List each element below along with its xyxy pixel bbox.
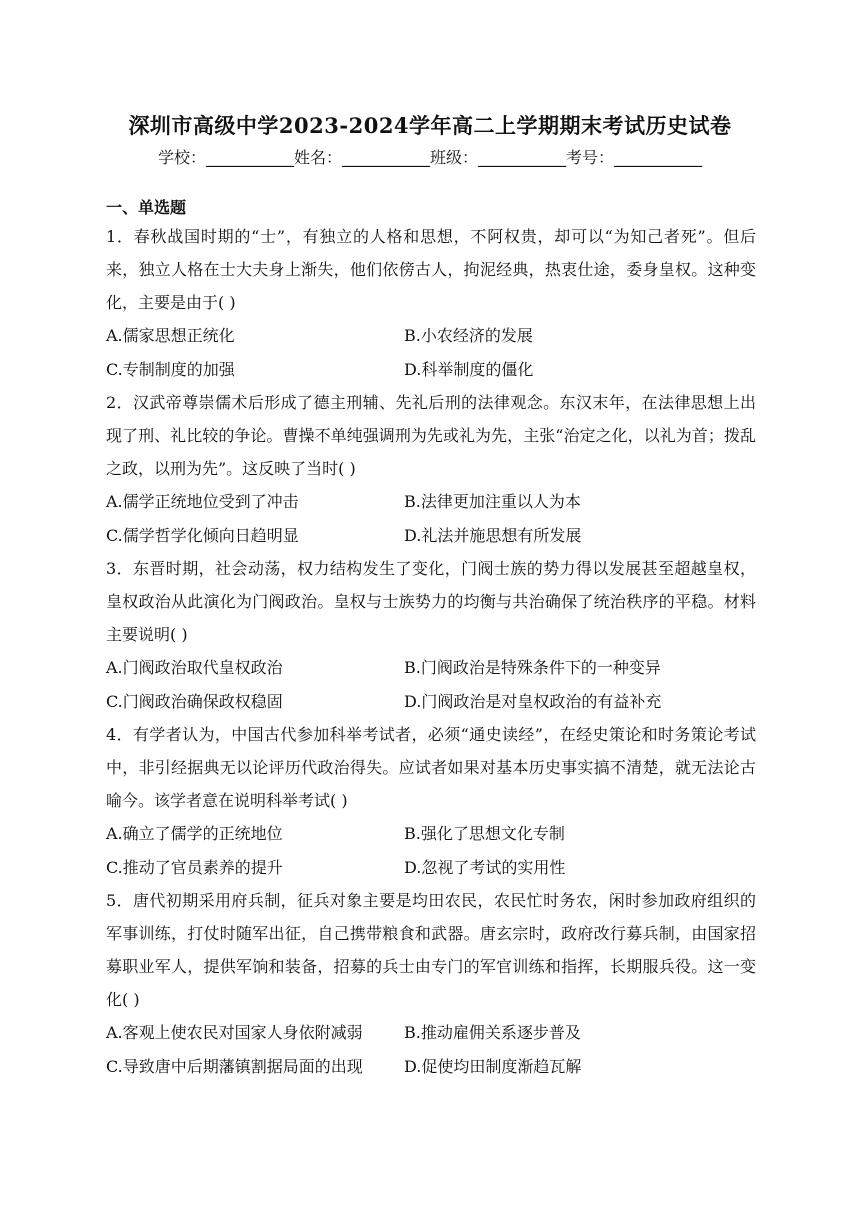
student-info-line: 学校：___________姓名：___________班级：___________考号：___________ [157,148,702,167]
question-2 [106,386,756,552]
option-c: C.推动了官员素养的提升 [106,857,283,877]
question-list [106,220,756,1083]
question-stem: 2．汉武帝尊崇儒术后形成了德主刑辅、先礼后刑的法律观念。东汉末年，在法律思想上出现了刑、礼比较的争论。曹操不单纯强调刑为先或礼为先，主张“治定之化，以礼为首；拨乱之政，以刑为先”。这反映了当时( ) [106,393,756,478]
option-b: B.小农经济的发展 [404,326,533,345]
question-1 [106,220,756,386]
question-stem: 5．唐代初期采用府兵制，征兵对象主要是均田农民，农民忙时务农，闲时参加政府组织的军事训练，打仗时随军出征，自己携带粮食和武器。唐玄宗时，政府改行募兵制，由国家招募职业军人，提供军饷和装备，招募的兵士由专门的军官训练和指挥，长期服兵役。这一变化( ) [106,891,756,1009]
question-5 [106,884,756,1083]
option-grid [106,1016,756,1083]
question-3 [106,552,756,718]
option-d: D.忽视了考试的实用性 [404,857,566,877]
option-c: C.专制制度的加强 [106,359,235,379]
option-grid [106,817,756,884]
option-b: B.强化了思想文化专制 [404,824,565,843]
exam-title: 深圳市高级中学2023-2024学年高二上学期期末考试历史试卷 [128,113,732,138]
option-c: C.门阀政治确保政权稳固 [106,691,283,711]
option-b: B.法律更加注重以人为本 [404,492,581,511]
option-a: A.确立了儒学的正统地位 [106,824,283,843]
option-b: B.推动雇佣关系逐步普及 [404,1023,581,1042]
option-a: A.门阀政治取代皇权政治 [106,658,283,677]
option-b: B.门阀政治是特殊条件下的一种变异 [404,658,661,677]
section-heading: 一、单选题 [106,198,187,217]
option-grid [106,319,756,386]
question-stem: 4．有学者认为，中国古代参加科举考试者，必须“通史读经”，在经史策论和时务策论考试中，非引经据典无以论评历代政治得失。应试者如果对基本历史事实搞不清楚，就无法论古喻今。该学者意在说明科举考试( ) [106,725,756,810]
question-stem: 1．春秋战国时期的“士”，有独立的人格和思想，不阿权贵，却可以“为知己者死”。但后来，独立人格在士大夫身上渐失，他们依傍古人，拘泥经典，热衷仕途，委身皇权。这种变化，主要是由于( ) [106,227,756,312]
option-d: D.门阀政治是对皇权政治的有益补充 [404,691,662,711]
option-d: D.科举制度的僵化 [404,359,534,379]
option-grid [106,485,756,552]
option-a: A.儒学正统地位受到了冲击 [106,492,299,511]
question-stem: 3．东晋时期，社会动荡，权力结构发生了变化，门阀士族的势力得以发展甚至超越皇权，皇权政治从此演化为门阀政治。皇权与士族势力的均衡与共治确保了统治秩序的平稳。材料主要说明( ) [106,559,756,644]
option-c: C.导致唐中后期藩镇割据局面的出现 [106,1056,363,1076]
option-d: D.礼法并施思想有所发展 [404,525,582,545]
option-grid [106,651,756,718]
option-a: A.客观上使农民对国家人身依附减弱 [106,1023,363,1042]
option-a: A.儒家思想正统化 [106,326,235,345]
option-d: D.促使均田制度渐趋瓦解 [404,1056,582,1076]
option-c: C.儒学哲学化倾向日趋明显 [106,525,299,545]
question-4 [106,718,756,884]
